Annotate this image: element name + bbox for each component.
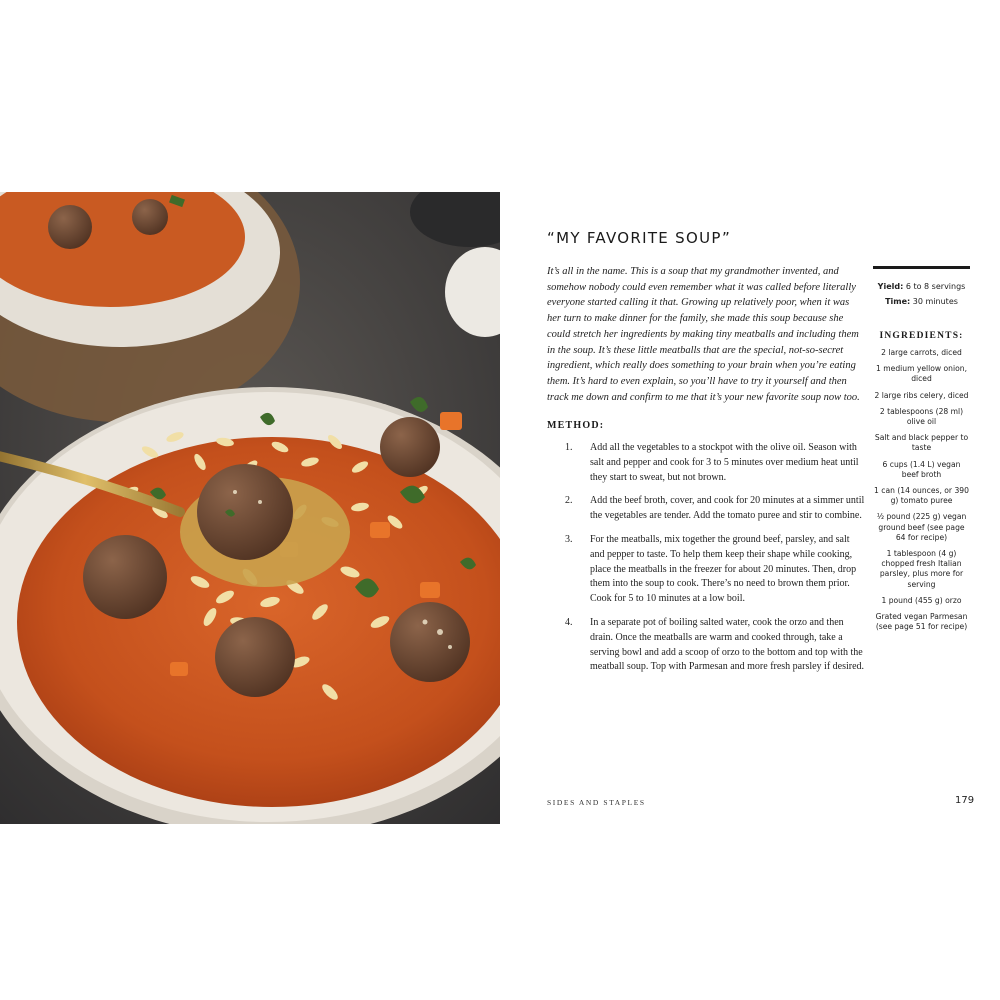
time-line — [873, 294, 970, 309]
step-text: Add all the vegetables to a stockpot with the olive oil. Season with salt and pepper and cook for 3 to 5 minutes over medium heat until they start to sweat, but not brown. — [590, 442, 859, 483]
method-step — [547, 533, 865, 607]
meatball — [380, 417, 440, 477]
ingredient-item: 6 cups (1.4 L) vegan beef broth — [882, 459, 961, 479]
step-number: 3. — [565, 533, 573, 545]
ingredient-item: Grated vegan Parmesan (see page 51 for recipe) — [875, 612, 968, 632]
ingredient-item: ½ pound (225 g) vegan ground beef (see page 64 for recipe) — [876, 512, 967, 542]
footer-section-title: SIDES AND STAPLES — [547, 798, 646, 807]
recipe-title: “MY FAVORITE SOUP” — [547, 229, 732, 247]
meatball — [83, 535, 167, 619]
ingredient-item: 1 can (14 ounces, or 390 g) tomato puree — [874, 486, 969, 506]
time-value: 30 minutes — [912, 297, 958, 306]
yield-label: Yield: — [877, 282, 904, 291]
ingredients-list — [873, 348, 970, 632]
method-step — [547, 494, 865, 524]
sidebar-divider — [873, 266, 970, 269]
recipe-meta — [873, 279, 970, 309]
recipe-sidebar — [873, 266, 970, 638]
ingredient-item: 2 large ribs celery, diced — [874, 390, 969, 400]
ingredient-item: 1 medium yellow onion, diced — [876, 364, 967, 384]
method-steps — [547, 441, 865, 684]
step-number: 4. — [565, 616, 573, 628]
ingredients-heading: INGREDIENTS: — [879, 331, 964, 341]
ingredient-item: 1 tablespoon (4 g) chopped fresh Italian parsley, plus more for serving — [879, 549, 964, 589]
recipe-page — [500, 192, 1000, 824]
step-text: In a separate pot of boiling salted water, cook the orzo and then drain. Once the meatballs are warm and cooked through, take a serving bowl and add a scoop of orzo to the bottom and top with the meatball soup. Top with Parmesan and more fresh parsley if desired. — [590, 616, 865, 673]
time-label: Time: — [885, 297, 911, 306]
book-spread — [0, 192, 1000, 824]
yield-value: 6 to 8 servings — [905, 282, 966, 291]
recipe-intro: It’s all in the name. This is a soup that my grandmother invented, and somehow nobody could even remember what it was called before literally everyone started calling it that. Growing up relatively poor, when it was her turn to make dinner for the family, she made this soup because she could stretch her ingredients by making tiny meatballs and including them in the soup. It’s these little meatballs that are the special, not-so-secret ingredient, which really does something to your brain when you’re eating them. It’s hard to even explain, so you’ll have to try it yourself and then track me down and confirm to me that it’s your new favorite soup now too. — [547, 266, 860, 403]
soup-photo — [0, 192, 500, 824]
step-number: 1. — [565, 442, 573, 453]
method-heading: METHOD: — [547, 420, 605, 431]
meatball — [197, 464, 293, 560]
method-step — [547, 441, 865, 485]
soup-bowl-illustration — [0, 192, 500, 824]
page-number: 179 — [955, 795, 975, 806]
yield-line — [873, 279, 970, 294]
ingredient-item: 2 large carrots, diced — [881, 348, 962, 357]
ingredient-item: 1 pound (455 g) orzo — [881, 595, 962, 605]
ingredient-item: Salt and black pepper to taste — [874, 433, 969, 453]
step-text: Add the beef broth, cover, and cook for 20 minutes at a simmer until the vegetables are tender. Add the tomato puree and stir to combine. — [590, 495, 865, 522]
step-text: For the meatballs, mix together the ground beef, parsley, and salt and pepper to taste. To help them keep their shape while cooking, place the meatballs in the freezer for about 20 minutes. Then, drop them into the soup to cook. There’s no need to brown them prior. Cook for 5 to 10 minutes at a low boil. — [590, 533, 857, 605]
step-number: 2. — [565, 495, 573, 507]
ingredient-item: 2 tablespoons (28 ml) olive oil — [879, 406, 964, 427]
meatball — [215, 617, 295, 697]
meatball — [390, 602, 470, 682]
method-step — [547, 616, 865, 675]
